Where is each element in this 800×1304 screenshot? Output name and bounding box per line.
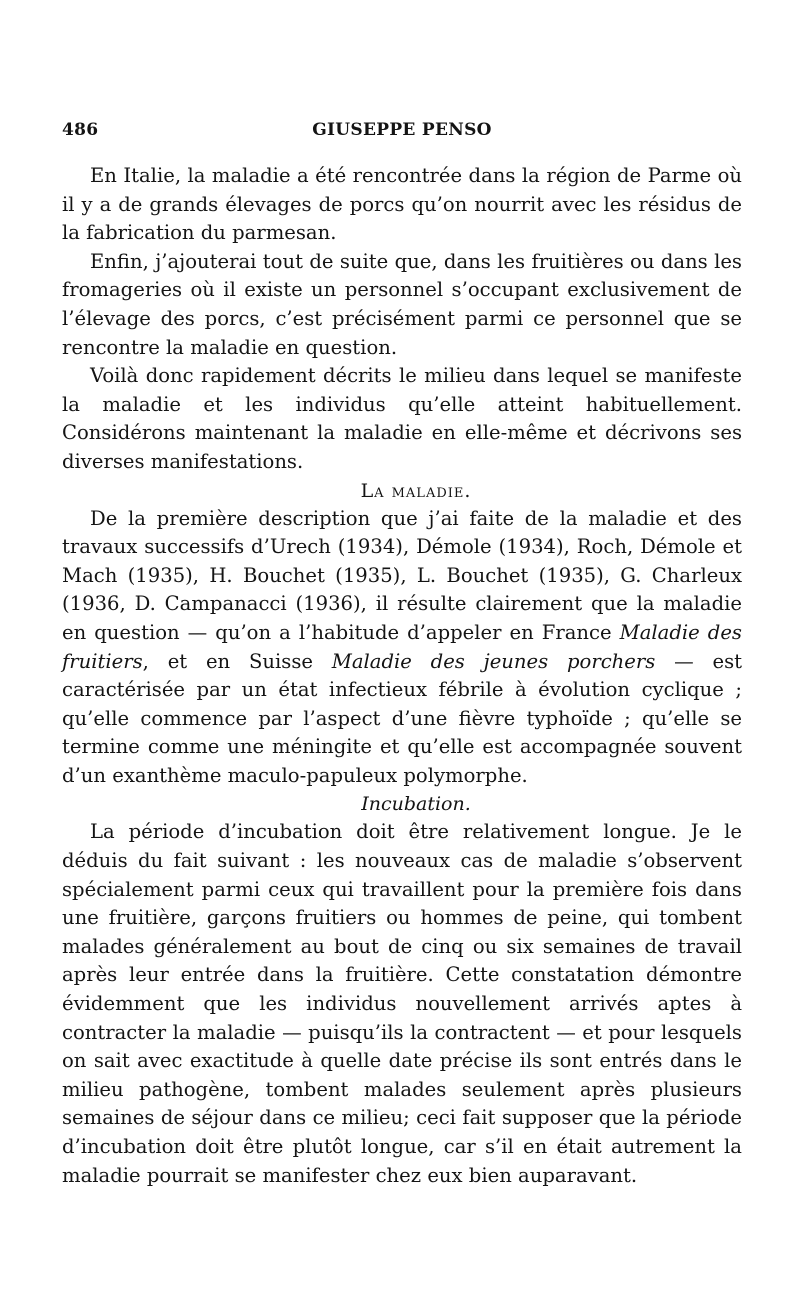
- description-text-3: — est caractérisée par un état infectieux fébrile à évolution cyclique ; qu’elle commence par l’aspect d’une fièvre typhoïde ; qu’elle se termine comme une méningite et qu’elle est accompagnée souvent d’un exanthème maculo-papuleux polymorphe.: [62, 649, 743, 787]
- running-head-author: GIUSEPPE PENSO: [312, 120, 492, 140]
- section-heading-maladie: La maladie.: [360, 479, 472, 502]
- description-text-2: , et en Suisse: [142, 649, 332, 673]
- body-text: [62, 162, 742, 1190]
- paragraph-incubation: La période d’incubation doit être relativement longue. Je le déduis du fait suivant : les nouveaux cas de maladie s’observent spécialement parmi ceux qui travaillent pour la première fois dans une fruitière, garçons fruitiers ou hommes de peine, qui tombent malades généralement au bout de cinq ou six semaines de travail après leur entrée dans la fruitière. Cette constatation démontre évidemment que les individus nouvellement arrivés aptes à contracter la maladie — puisqu’ils la contractent — et pour lesquels on sait avec exactitude à quelle date précise ils sont entrés dans le milieu pathogène, tombent malades seulement après plusieurs semaines de séjour dans ce milieu; ceci fait supposer que la période d’incubation doit être plutôt longue, car s’il en était autrement la maladie pourrait se manifester chez eux bien auparavant.: [62, 820, 742, 1187]
- paragraph-voila: Voilà donc rapidement décrits le milieu dans lequel se manifeste la maladie et les individus qu’elle atteint habituellement. Considérons maintenant la maladie en elle-même et décrivons ses diverses manifestations.: [62, 364, 742, 473]
- description-text-1: De la première description que j’ai faite de la maladie et des travaux successifs d’Urech (1934), Démole (1934), Roch, Démole et Mach (1935), H. Bouchet (1935), L. Bouchet (1935), G. Charleux (1936, D. Campanacci (1936), il résulte clairement que la maladie en question — qu’on a l’habitude d’appeler en France: [62, 506, 742, 644]
- description-italic-1: Maladie des fruitiers: [62, 620, 742, 673]
- paragraph-description: [62, 505, 742, 791]
- paragraph-enfin: Enfin, j’ajouterai tout de suite que, dans les fruitières ou dans les fromageries où il existe un personnel s’occupant exclusivement de l’élevage des porcs, c’est précisément parmi ce personnel que se rencontre la maladie en question.: [62, 249, 742, 359]
- running-head: [62, 120, 742, 144]
- description-italic-2: Maladie des jeunes porchers: [331, 649, 656, 673]
- page-number: 486: [62, 120, 99, 140]
- section-heading-incubation: Incubation.: [361, 793, 471, 816]
- paragraph-italie: En Italie, la maladie a été rencontrée dans la région de Parme où il y a de grands élevages de porcs qu’on nourrit avec les résidus de la fabrication du parmesan.: [62, 164, 742, 245]
